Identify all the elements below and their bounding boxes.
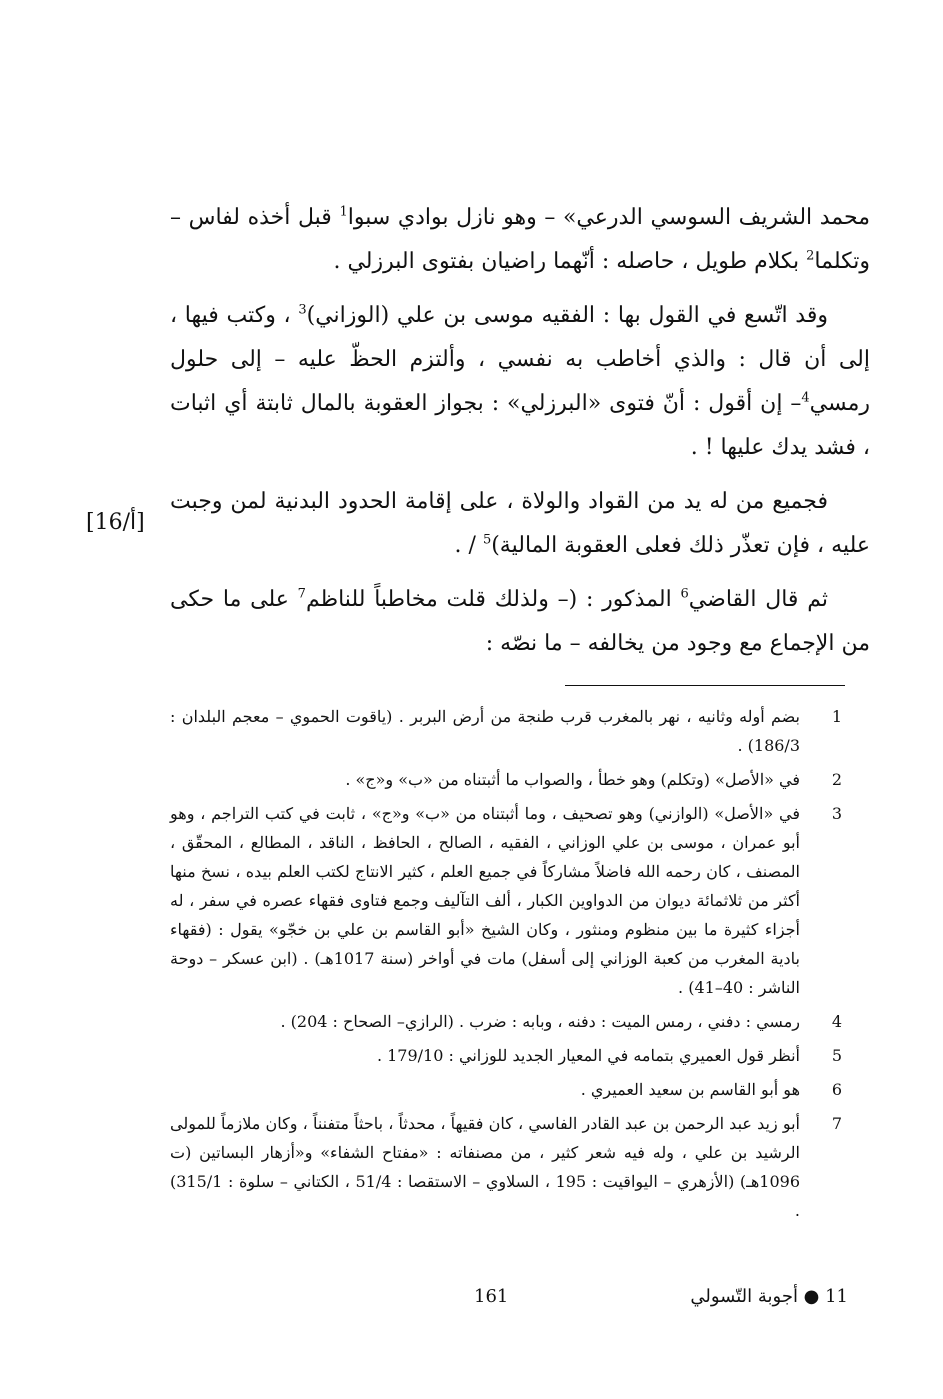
page-footer [0,1286,943,1316]
body-text-run: فجميع من له يد من القواد والولاة ، على إقامة الحدود البدنية لمن وجبت عليه ، فإن تعذّر ذلك فعلى العقوبة المالية) [170,489,870,558]
body-text-run: قبل أخذه لفاس – وتكلما [170,205,870,274]
footnote-reference[interactable]: 4 [801,390,810,406]
running-title: 11 ● أجوبة التّسولي [690,1286,848,1307]
footnote-number: 1 [831,707,842,726]
body-text-run: ، وكتب فيها ، إلى أن قال : والذي أخاطب به نفسي ، وألتزم الحظّ عليه – إلى حلول رمسي [170,303,870,416]
footnote-reference[interactable]: 3 [298,302,307,318]
footnote-reference[interactable]: 6 [680,586,689,602]
body-text-run: ثم قال القاضي [688,587,828,612]
footnote-text: في «الأصل» (الوازني) وهو تصحيف ، وما أثبتناه من «ب» و«ج» ، ثابت في كتب التراجم ، وهو أبو عمران ، موسى بن علي الوزاني ، الفقيه ، الصالح ، الحافظ ، الناقد ، المطالع ، المحقّق ، المصنف ، كان رحمه الله فاضلاً مشاركاً في جميع العلم ، كثير الانتاج لكتب العلم بيده ، نسخ منها أكثر من ثلاثمائة ديوان من الدواوين الكبار ، ألف التآليف وجمع فتاوى فقهاء عصره في سفر ، له أجزاء كثيرة ما بين منظوم ومنثور ، وكان الشيخ «أبو القاسم بن علي بن خجّو» يقول : (فقهاء بادية المغرب من كعبة الوزاني إلى أسفل) مات في أواخر (سنة 1017هـ) . (ابن عسكر – دوحة الناشر : 40–41) . [170,804,801,997]
footnote-item [170,1075,842,1104]
footnote-text: أبو زيد عبد الرحمن بن عبد القادر الفاسي ، كان فقيهاً ، محدثاً ، باحثاً متفنناً ، وكان ملازماً للمولى الرشيد بن علي ، وله فيه شعر كثير ، من مصنفاته : «مفتاح الشفاء» و«أزهار البساتين (ت 1096هـ) (الأزهري – اليواقيت : 195 ، السلاوي – الاستقصا : 51/4 ، الكتاني – سلوة : 315/1) . [170,1114,801,1220]
footnote-number: 5 [831,1046,842,1065]
body-text-run: وقد اتّسع في القول بها : الفقيه موسى بن علي (الوزاني) [306,303,828,328]
body-paragraph [170,196,870,284]
body-text-run: على ما حكى من الإجماع مع وجود من يخالفه – ما نصّه : [170,587,870,656]
footnote-item [170,1109,842,1225]
body-text-run: بكلام طويل ، حاصله : أنّهما راضيان بفتوى البرزلي . [333,249,807,274]
body-paragraph [170,294,870,470]
footnote-text: أنظر قول العميري بتمامه في المعيار الجديد للوزاني : 179/10 . [376,1046,800,1065]
footnote-reference[interactable]: 7 [297,586,306,602]
footnote-reference[interactable]: 2 [806,248,815,264]
footnote-item [170,799,842,1002]
body-text-run: محمد الشريف السوسي الدرعي» – وهو نازل بوادي سبوا [347,205,871,230]
body-text-run: / . [454,533,483,558]
body-text-run: المذكور : (– ولذلك قلت مخاطباً للناظم [305,587,681,612]
footnote-item [170,765,842,794]
main-text-body [170,196,870,676]
body-paragraph [170,578,870,666]
footnote-item [170,1007,842,1036]
footnote-reference[interactable]: 5 [482,532,492,548]
footnote-separator [565,685,845,686]
page-number: 161 [474,1286,509,1307]
footnote-number: 4 [831,1012,842,1031]
footnote-text: بضم أوله وثانيه ، نهر بالمغرب قرب طنجة من أرض البربر . (ياقوت الحموي – معجم البلدان : 186/3) . [170,707,800,755]
footnote-reference[interactable]: 1 [339,204,348,220]
footnote-number: 7 [831,1114,842,1133]
footnote-item [170,1041,842,1070]
footnote-text: هو أبو القاسم بن سعيد العميري . [580,1080,800,1099]
footnote-text: رمسي : دفني ، رمس الميت : دفنه ، وبابه : ضرب . (الرازي– الصحاح : 204) . [280,1012,800,1031]
manuscript-folio-marker: [16/أ] [86,510,145,535]
footnotes-section [170,702,842,1230]
footnote-item [170,702,842,760]
body-paragraph [170,480,870,568]
footnote-number: 2 [831,770,842,789]
footnote-number: 6 [831,1080,842,1099]
footnote-number: 3 [831,804,842,823]
body-text-run: – إن أقول : أنّ فتوى «البرزلي» : بجواز العقوبة بالمال ثابتة أي اثبات ، فشد يدك عليها ! . [170,391,870,460]
footnote-text: في «الأصل» (وتكلم) وهو خطأ ، والصواب ما أثبتناه من «ب» و«ج» . [345,770,800,789]
